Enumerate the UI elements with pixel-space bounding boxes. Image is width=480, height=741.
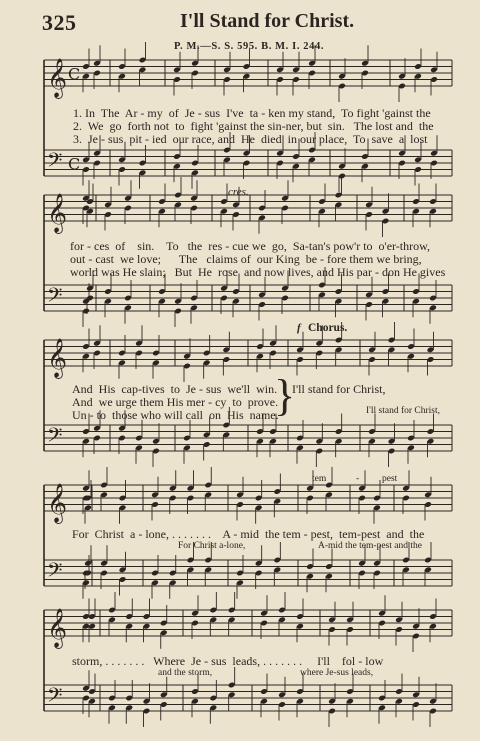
svg-text:𝄞: 𝄞 — [47, 608, 68, 648]
svg-text:𝄞: 𝄞 — [47, 58, 68, 98]
sys5-lyrics: storm, . . . . . . . Where Je - sus leads, . . . . . . . I'll fol - low — [72, 654, 384, 668]
sys2-verse2: out - cast we love; The claims of our King be - fore them we bring, — [70, 252, 422, 266]
forte-mark: f — [297, 322, 301, 334]
refrain-text: I'll stand for Christ, — [292, 382, 386, 396]
hymn-title: I'll Stand for Christ. — [180, 10, 355, 32]
sys3-verse1: And His cap-tives to Je - sus we'll win. — [72, 382, 278, 396]
chorus-label: Chorus. — [308, 322, 348, 334]
sys5-echo-b: where Je-sus leads, — [300, 668, 374, 678]
svg-text:𝄞: 𝄞 — [47, 483, 68, 523]
verse-bracket: } — [274, 371, 296, 420]
sys4-upper-c: pest — [382, 474, 398, 484]
sys2-verse3: world was He slain; But He rose and now lives, and His par - don He gives — [70, 265, 446, 279]
svg-text:𝄞: 𝄞 — [47, 193, 68, 233]
svg-text:C: C — [68, 64, 81, 84]
svg-text:𝄢: 𝄢 — [47, 423, 63, 452]
sys4-upper-b: - — [356, 474, 360, 484]
hymn-meta: P. M.—S. S. 595. B. M. I. 244. — [174, 41, 325, 52]
svg-text:𝄢: 𝄢 — [47, 283, 63, 312]
sys4-upper-a: tem — [312, 474, 327, 484]
svg-text:𝄢: 𝄢 — [47, 558, 63, 587]
sys1-verse2: 2. We go forth not to fight 'gainst the sin-ner, but sin. The lost and the — [73, 119, 434, 133]
sys1-verse3: 3. Je - sus pit - ied our race, and He died in our place, To save a lost — [73, 132, 428, 146]
svg-text:𝄞: 𝄞 — [47, 338, 68, 378]
sys3-verse2: And we urge them His mer - cy to prove. — [72, 395, 279, 409]
hymn-number: 325 — [42, 10, 77, 35]
sys4-lyrics: For Christ a - lone, . . . . . . . A - mid the tem - pest, tem-pest and the — [72, 527, 425, 541]
svg-text:𝄢: 𝄢 — [47, 148, 63, 177]
sys2-verse1: for - ces of sin. To the res - cue we go, Sa-tan's pow'r to o'er-throw, — [70, 239, 430, 253]
sys4-echo-a: For Christ a-lone, — [178, 541, 246, 551]
sys4-echo-b: A-mid the tem-pest and the — [318, 541, 422, 551]
sys5-echo-a: and the storm, — [158, 668, 213, 678]
sys3-verse3: Un - to those who will call on His name. — [72, 408, 279, 422]
refrain-echo: I'll stand for Christ, — [366, 406, 441, 416]
crescendo-mark: cres. — [228, 186, 249, 198]
sys1-verse1: 1. In The Ar - my of Je - sus I've ta - ken my stand, To fight 'gainst the — [73, 106, 431, 120]
svg-text:𝄢: 𝄢 — [47, 683, 63, 712]
svg-text:C: C — [68, 154, 81, 174]
